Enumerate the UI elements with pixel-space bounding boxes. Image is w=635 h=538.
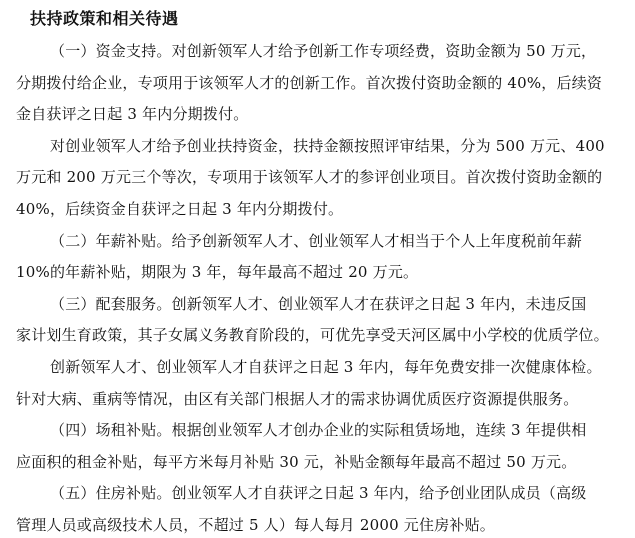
paragraph-5-line-2: 针对大病、重病等情况，由区有关部门根据人才的需求协调优质医疗资源提供服务。 <box>16 390 579 408</box>
paragraph-2-line-2: 万元和 200 万元三个等次，专项用于该领军人才的参评创业项目。首次拨付资助金额的 <box>16 168 603 186</box>
paragraph-2-line-3: 40%，后续资金自获评之日起 3 年内分期拨付。 <box>16 200 344 218</box>
paragraph-2-line-1: 对创业领军人才给予创业扶持资金，扶持金额按照评审结果，分为 500 万元、400 <box>50 137 605 155</box>
paragraph-4-line-1: （三）配套服务。创新领军人才、创业领军人才在获评之日起 3 年内，未违反国 <box>50 295 587 313</box>
paragraph-1-line-3: 金自获评之日起 3 年内分期拨付。 <box>16 105 249 123</box>
paragraph-7-line-1: （五）住房补贴。创业领军人才自获评之日起 3 年内，给予创业团队成员（高级 <box>50 484 587 502</box>
paragraph-6-line-1: （四）场租补贴。根据创业领军人才创办企业的实际租赁场地，连续 3 年提供相 <box>50 421 587 439</box>
paragraph-3-line-1: （二）年薪补贴。给予创新领军人才、创业领军人才相当于个人上年度税前年薪 <box>50 232 583 250</box>
paragraph-3-line-2: 10%的年薪补贴，期限为 3 年，每年最高不超过 20 万元。 <box>16 263 419 281</box>
paragraph-7-line-2: 管理人员或高级技术人员，不超过 5 人）每人每月 2000 元住房补贴。 <box>16 516 495 534</box>
paragraph-1-line-1: （一）资金支持。对创新领军人才给予创新工作专项经费，资助金额为 50 万元， <box>50 42 597 60</box>
paragraph-6-line-2: 应面积的租金补贴，每平方米每月补贴 30 元，补贴金额每年最高不超过 50 万元。 <box>16 453 577 471</box>
paragraph-4-line-2: 家计划生育政策，其子女属义务教育阶段的，可优先享受天河区属中小学校的优质学位。 <box>16 326 609 344</box>
paragraph-5-line-1: 创新领军人才、创业领军人才自获评之日起 3 年内，每年免费安排一次健康体检。 <box>50 358 602 376</box>
paragraph-1-line-2: 分期拨付给企业，专项用于该领军人才的创新工作。首次拨付资助金额的 40%，后续资 <box>16 74 603 92</box>
section-heading: 扶持政策和相关待遇 <box>30 9 179 28</box>
